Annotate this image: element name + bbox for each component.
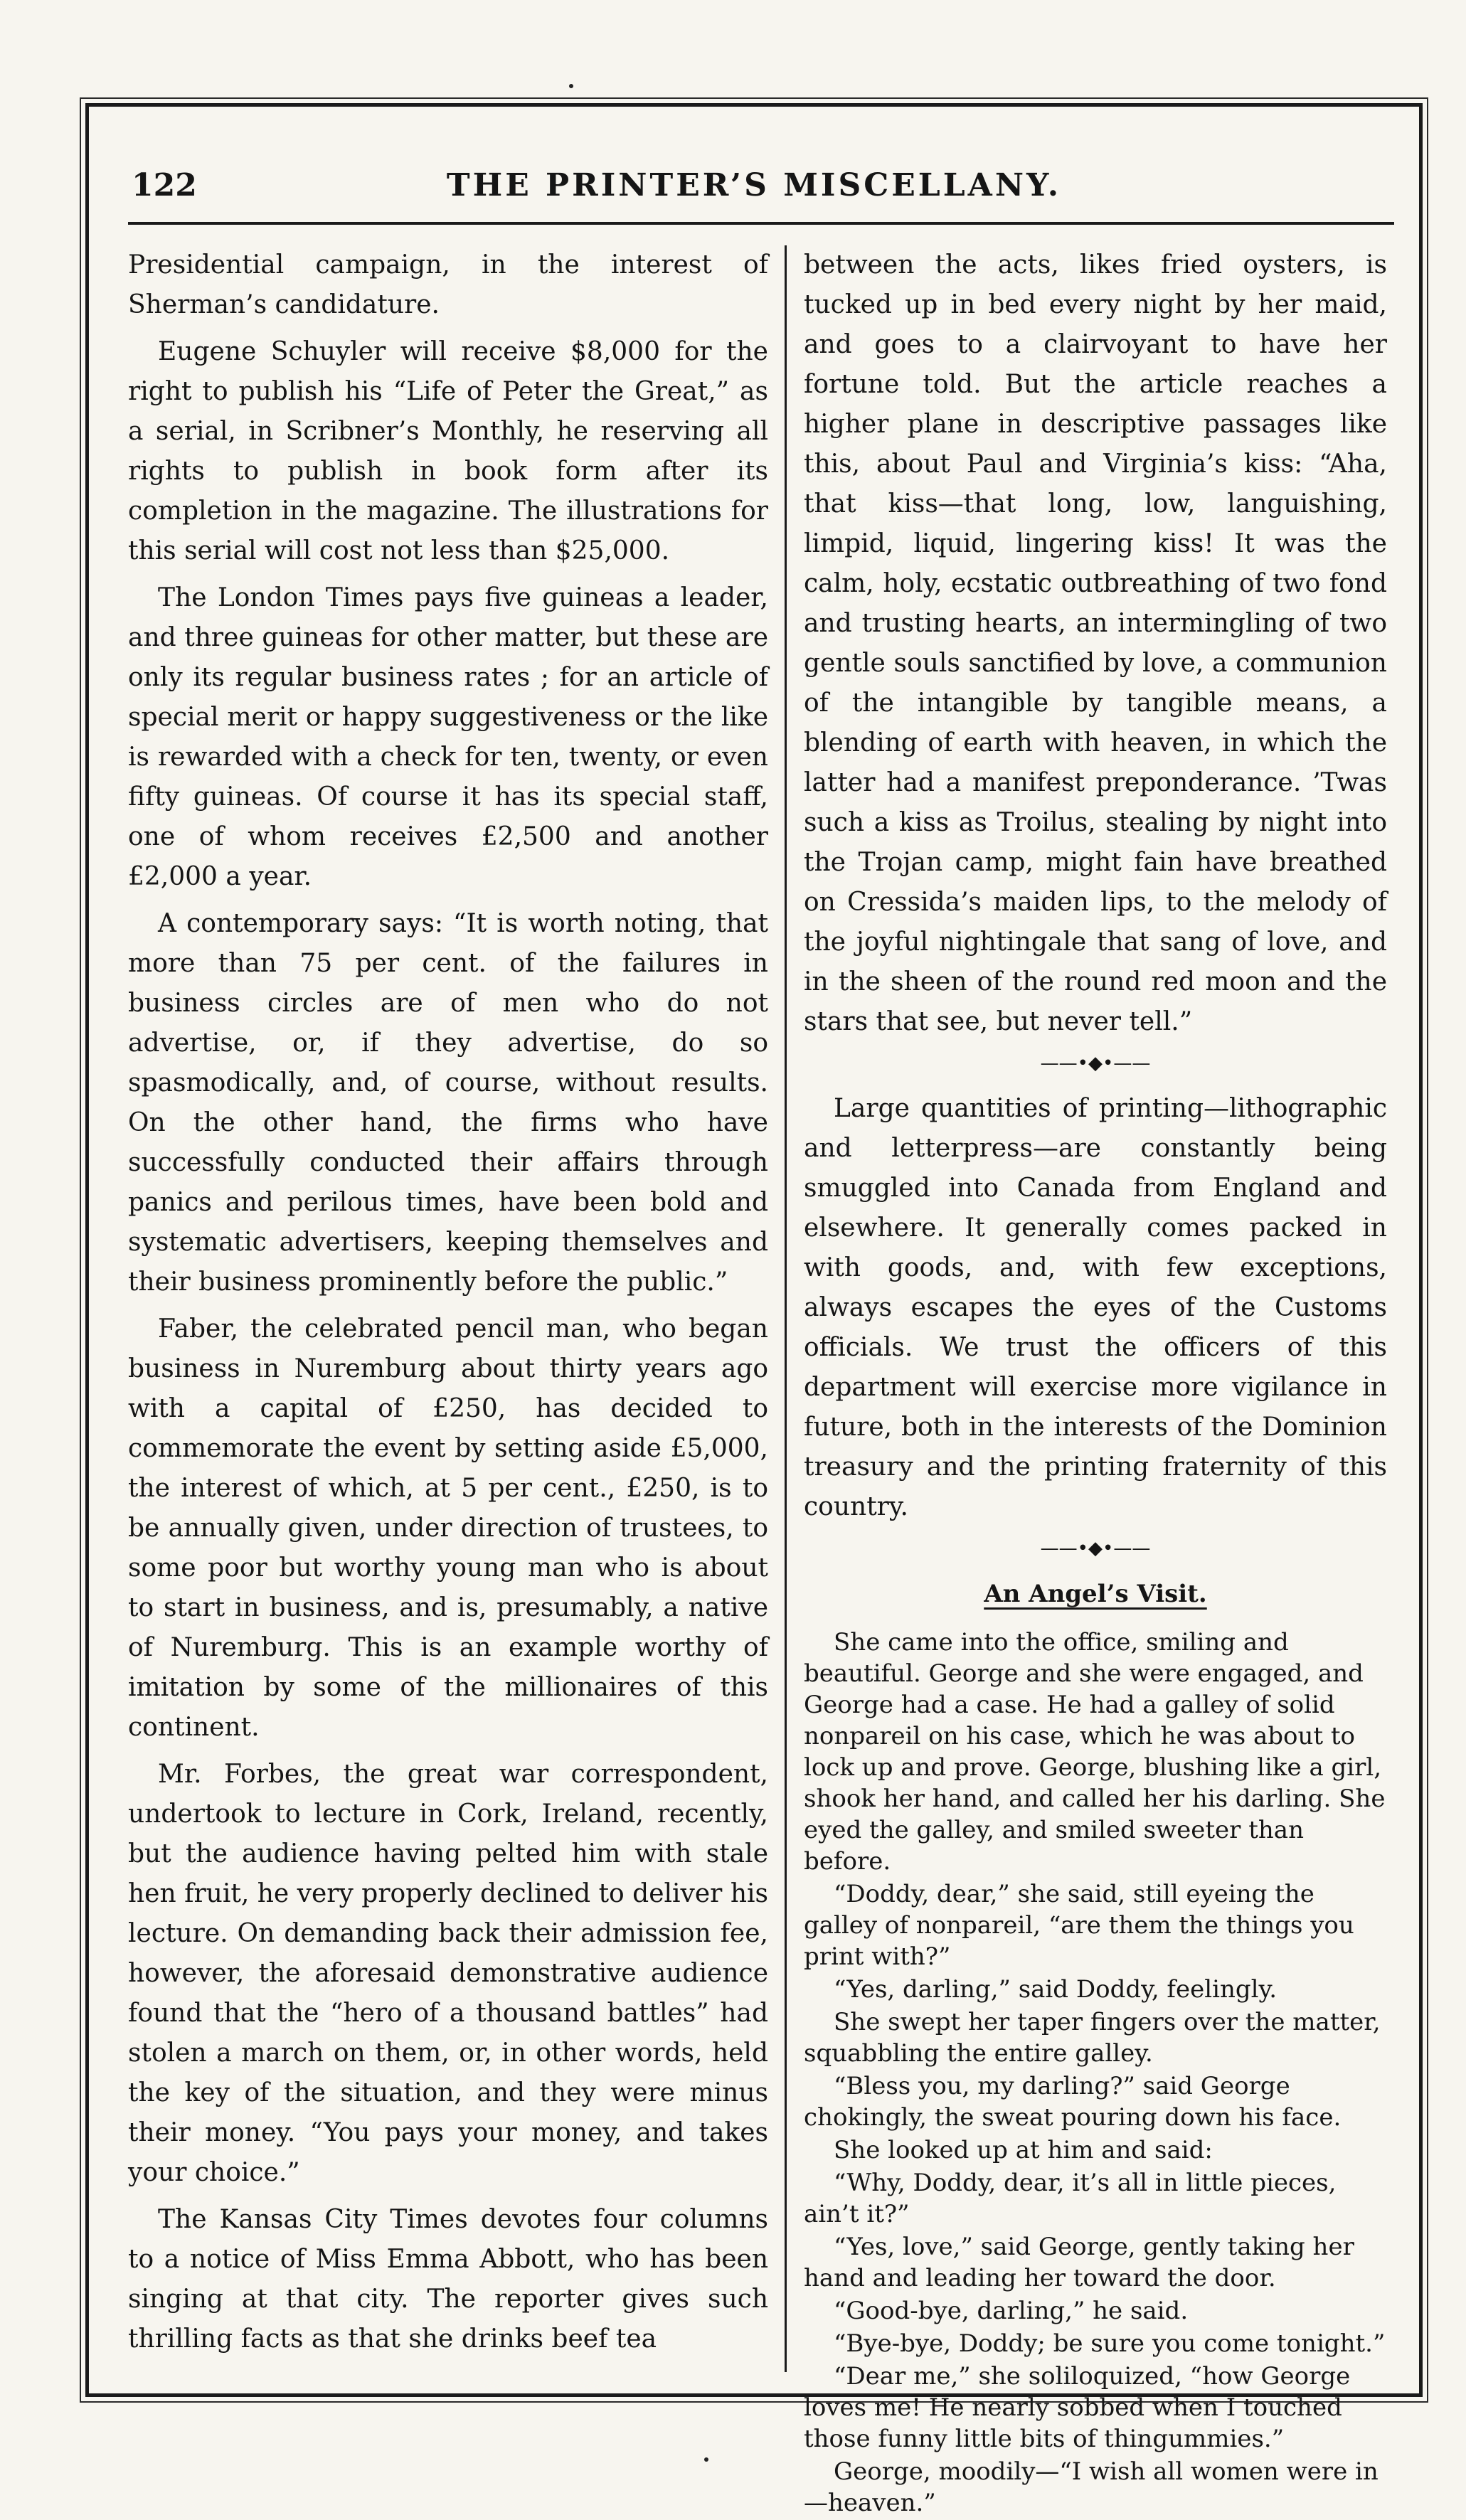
paragraph: A contemporary says: “It is worth noting, that more than 75 per cent. of the failures in business circles are of men who do not advertise, or, if they advertise, do so spasmodically, and, of course, without results. On the other hand, the firms who have successfully conducted their affairs through panics and perilous times, have been bold and systematic advertisers, keeping themselves and their business prominently before the public.” [128,909,768,1297]
ornament-divider: ——•◆•—— [1040,1538,1151,1559]
story-paragraph: “Why, Doddy, dear, it’s all in little pieces, ain’t it?” [804,2169,1337,2228]
running-head: THE PRINTER’S MISCELLANY. [446,166,1062,203]
story-paragraph: “Good-bye, darling,” he said. [834,2297,1189,2325]
paragraph: The London Times pays five guineas a leader, and three guineas for other matter, but these are only its regular business rates ; for an article of special merit or happy suggestiveness or the like is rewarded with a check for ten, twenty, or even fifty guineas. Of course it has its special staff, one of whom receives £2,500 and another £2,000 a year. [128,583,768,891]
column-divider [785,245,787,2372]
right-column [804,245,1387,2520]
paragraph: between the acts, likes fried oysters, is tucked up in bed every night by her maid, and goes to a clairvoyant to have her fortune told. But the article reaches a higher plane in descriptive passages like this, about Paul and Virginia’s kiss: “Aha, that kiss—that long, low, languishing, limpid, liquid, lingering kiss! It was the calm, holy, ecstatic outbreathing of two fond and trusting hearts, an intermingling of two gentle souls sanctified by love, a communion of the intangible by tangible means, a blending of earth with heaven, in which the latter had a manifest preponderance. ’Twas such a kiss as Troilus, stealing by night into the Trojan camp, might fain have breathed on Cressida’s maiden lips, to the melody of the joyful nightingale that sang of love, and in the sheen of the round red moon and the stars that see, but never tell.” [804,250,1387,1036]
story-paragraph: “Yes, love,” said George, gently taking her hand and leading her toward the door. [804,2233,1354,2292]
story-paragraph: George, moodily—“I wish all women were in—heaven.” [804,2457,1379,2517]
paragraph: Mr. Forbes, the great war correspondent, undertook to lecture in Cork, Ireland, recently, but the audience having pelted him with stale hen fruit, he very properly declined to deliver his lecture. On demanding back their admission fee, however, the aforesaid demonstrative audience found that the “hero of a thousand battles” had stolen a march on them, or, in other words, held the key of the situation, and they were minus their money. “You pays your money, and takes your choice.” [128,1760,768,2187]
story-paragraph: “Doddy, dear,” she said, still eyeing the galley of nonpareil, “are them the things you print with?” [804,1880,1354,1971]
header-rule [128,222,1394,225]
speck [569,84,573,88]
paragraph: Faber, the celebrated pencil man, who began business in Nuremburg about thirty years ago with a capital of £250, has decided to commemorate the event by setting aside £5,000, the interest of which, at 5 per cent., £250, is to be annually given, under direction of trustees, to some poor but worthy young man who is about to start in business, and is, presumably, a native of Nuremburg. This is an example worthy of imitation by some of the millionaires of this continent. [128,1314,768,1742]
story-paragraph: “Bye-bye, Doddy; be sure you come tonight.” [834,2329,1386,2358]
story-paragraph: “Bless you, my darling?” said George chokingly, the sweat pouring down his face. [804,2072,1342,2132]
story-paragraph: She looked up at him and said: [834,2136,1213,2164]
story-paragraph: “Dear me,” she soliloquized, “how George loves me! He nearly sobbed when I touched those funny little bits of thingummies.” [804,2362,1351,2453]
story-paragraph: “Yes, darling,” said Doddy, feelingly. [834,1975,1278,2004]
story-paragraph: She came into the office, smiling and beautiful. George and she were engaged, and George had a case. He had a galley of solid nonpareil on his case, which he was about to lock up and prove. George, blushing like a girl, shook her hand, and called her his darling. She eyed the galley, and smiled sweeter than before. [804,1628,1386,1876]
speck [704,2457,708,2462]
paragraph: Presidential campaign, in the interest of Sherman’s candidature. [128,250,768,319]
ornament-divider: ——•◆•—— [1040,1053,1151,1074]
paragraph: Large quantities of printing—lithographic and letterpress—are constantly being smuggled into Canada from England and elsewhere. It generally comes packed in with goods, and, with few exceptions, always escapes the eyes of the Customs officials. We trust the officers of this department will exercise more vigilance in future, both in the interests of the Dominion treasury and the printing fraternity of this country. [804,1094,1387,1521]
paragraph: Eugene Schuyler will receive $8,000 for the right to publish his “Life of Peter the Great,” as a serial, in Scribner’s Monthly, he reserving all rights to publish in book form after its completion in the magazine. The illustrations for this serial will cost not less than $25,000. [128,337,768,565]
page-header [132,160,1405,210]
page-number: 122 [132,166,197,203]
story-title: An Angel’s Visit. [984,1580,1207,1608]
story-paragraph: She swept her taper fingers over the matter, squabbling the entire galley. [804,2008,1381,2068]
story [804,1627,1387,2519]
left-column [128,245,768,2366]
paragraph: The Kansas City Times devotes four columns to a notice of Miss Emma Abbott, who has been singing at that city. The reporter gives such thrilling facts as that she drinks beef tea [128,2205,768,2354]
